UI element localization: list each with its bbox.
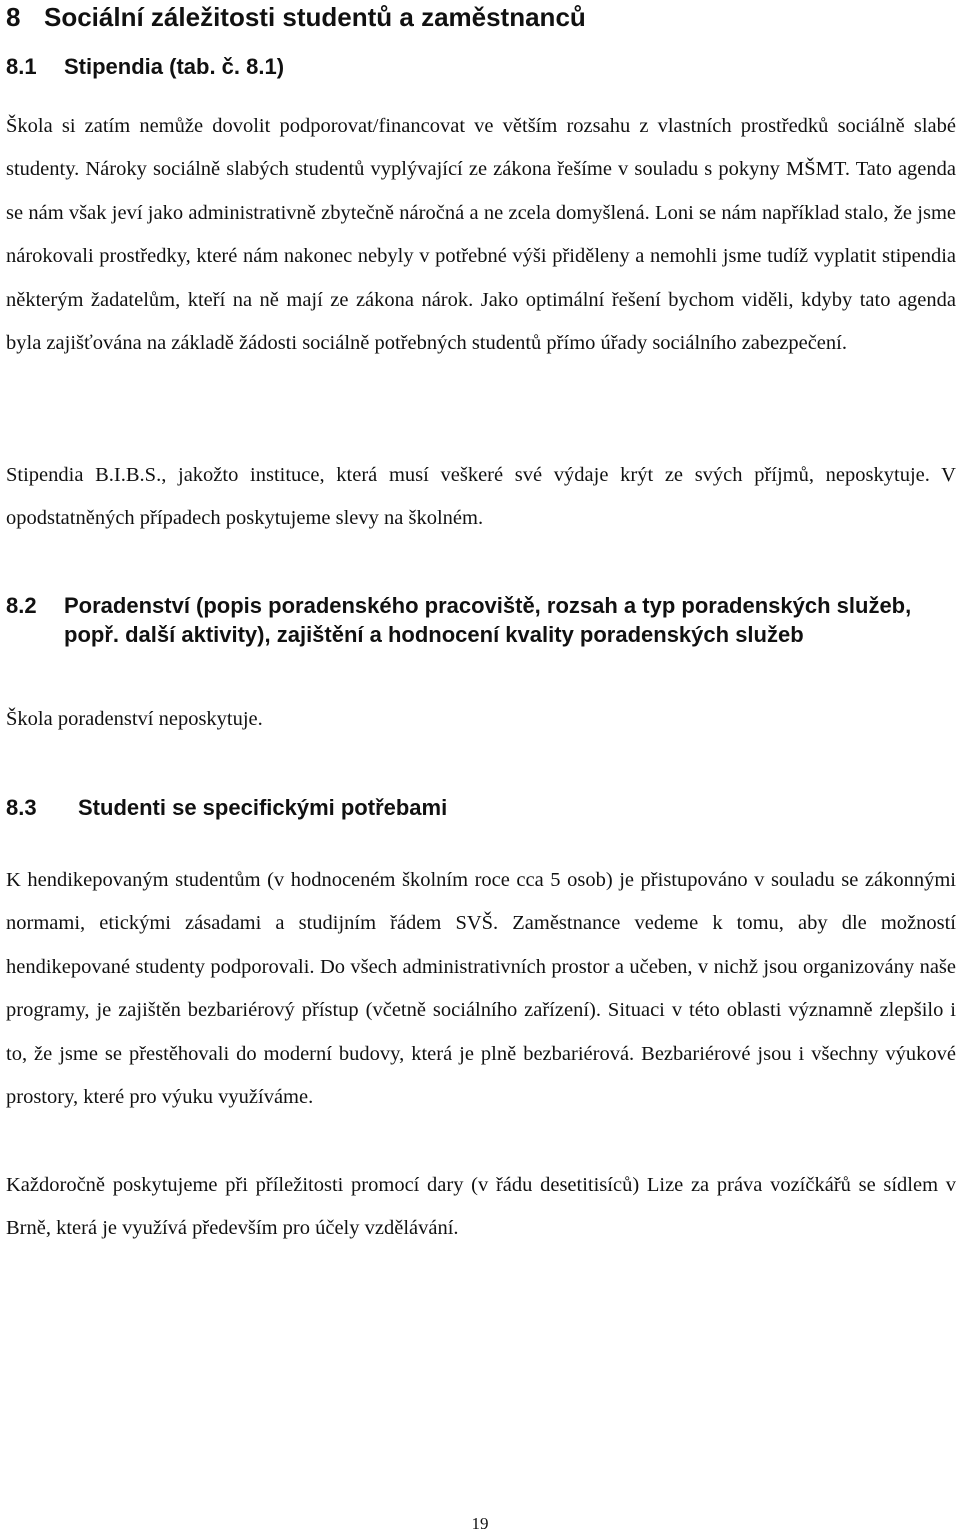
- chapter-number: 8: [6, 2, 21, 32]
- paragraph: Každoročně poskytujeme při příležitosti promocí dary (v řádu desetitisíců) Lize za práva vozíčkářů se sídlem v Brně, která je využívá především pro účely vzdělávání.: [6, 1174, 956, 1240]
- paragraph: K hendikepovaným studentům (v hodnoceném školním roce cca 5 osob) je přistupováno v souladu se zákonnými normami, etickými zásadami a studijním řádem SVŠ. Zaměstnance vedeme k tomu, aby dle možností hendikepované studenty podporovali. Do všech administrativních prostor a učeben, v nichž jsou organizovány naše programy, je zajištěn bezbariérový přístup (včetně sociálního zařízení). Situaci v této oblasti významně zlepšilo i to, že jsme se přestěhovali do moderní budovy, která je plně bezbariérová. Bezbariérové jsou i všechny výukové prostory, které pro výuku využíváme.: [6, 869, 956, 1109]
- section-number: 8.1: [6, 54, 37, 79]
- paragraph: Škola si zatím nemůže dovolit podporovat/financovat ve větším rozsahu z vlastních prostředků sociálně slabé studenty. Nároky sociálně slabých studentů vyplývající ze zákona řešíme v souladu s pokyny MŠMT. Tato agenda se nám však jeví jako administrativně zbytečně náročná a ne zcela domyšlená. Loni se nám například stalo, že jsme nárokovali prostředky, které nám nakonec nebyly v potřebné výši přiděleny a nemohli jsme tudíž vyplatit stipendia některým žadatelům, kteří na ně mají ze zákona nárok. Jako optimální řešení bychom viděli, kdyby tato agenda byla zajišťována na základě žádosti sociálně potřebných studentů přímo úřady sociálního zabezpečení.: [6, 115, 956, 355]
- section-title: Poradenství (popis poradenského pracoviště, rozsah a typ poradenských služeb, popř. další aktivity), zajištění a hodnocení kvality poradenských služeb: [64, 593, 912, 647]
- paragraph: Škola poradenství neposkytuje.: [6, 708, 263, 730]
- section-heading-8-1: [6, 52, 946, 81]
- chapter-title: Sociální záležitosti studentů a zaměstnanců: [44, 2, 586, 32]
- section-heading-8-3: [6, 793, 946, 822]
- page-number: 19: [471, 1514, 489, 1533]
- section-heading-8-2: [6, 591, 946, 649]
- section-number: 8.2: [6, 593, 37, 618]
- chapter-heading: [6, 0, 956, 34]
- section-title: Studenti se specifickými potřebami: [78, 795, 448, 820]
- section-number: 8.3: [6, 795, 37, 820]
- section-title: Stipendia (tab. č. 8.1): [64, 54, 285, 79]
- paragraph: Stipendia B.I.B.S., jakožto instituce, která musí veškeré své výdaje krýt ze svých příjmů, neposkytuje. V opodstatněných případech poskytujeme slevy na školném.: [6, 464, 956, 530]
